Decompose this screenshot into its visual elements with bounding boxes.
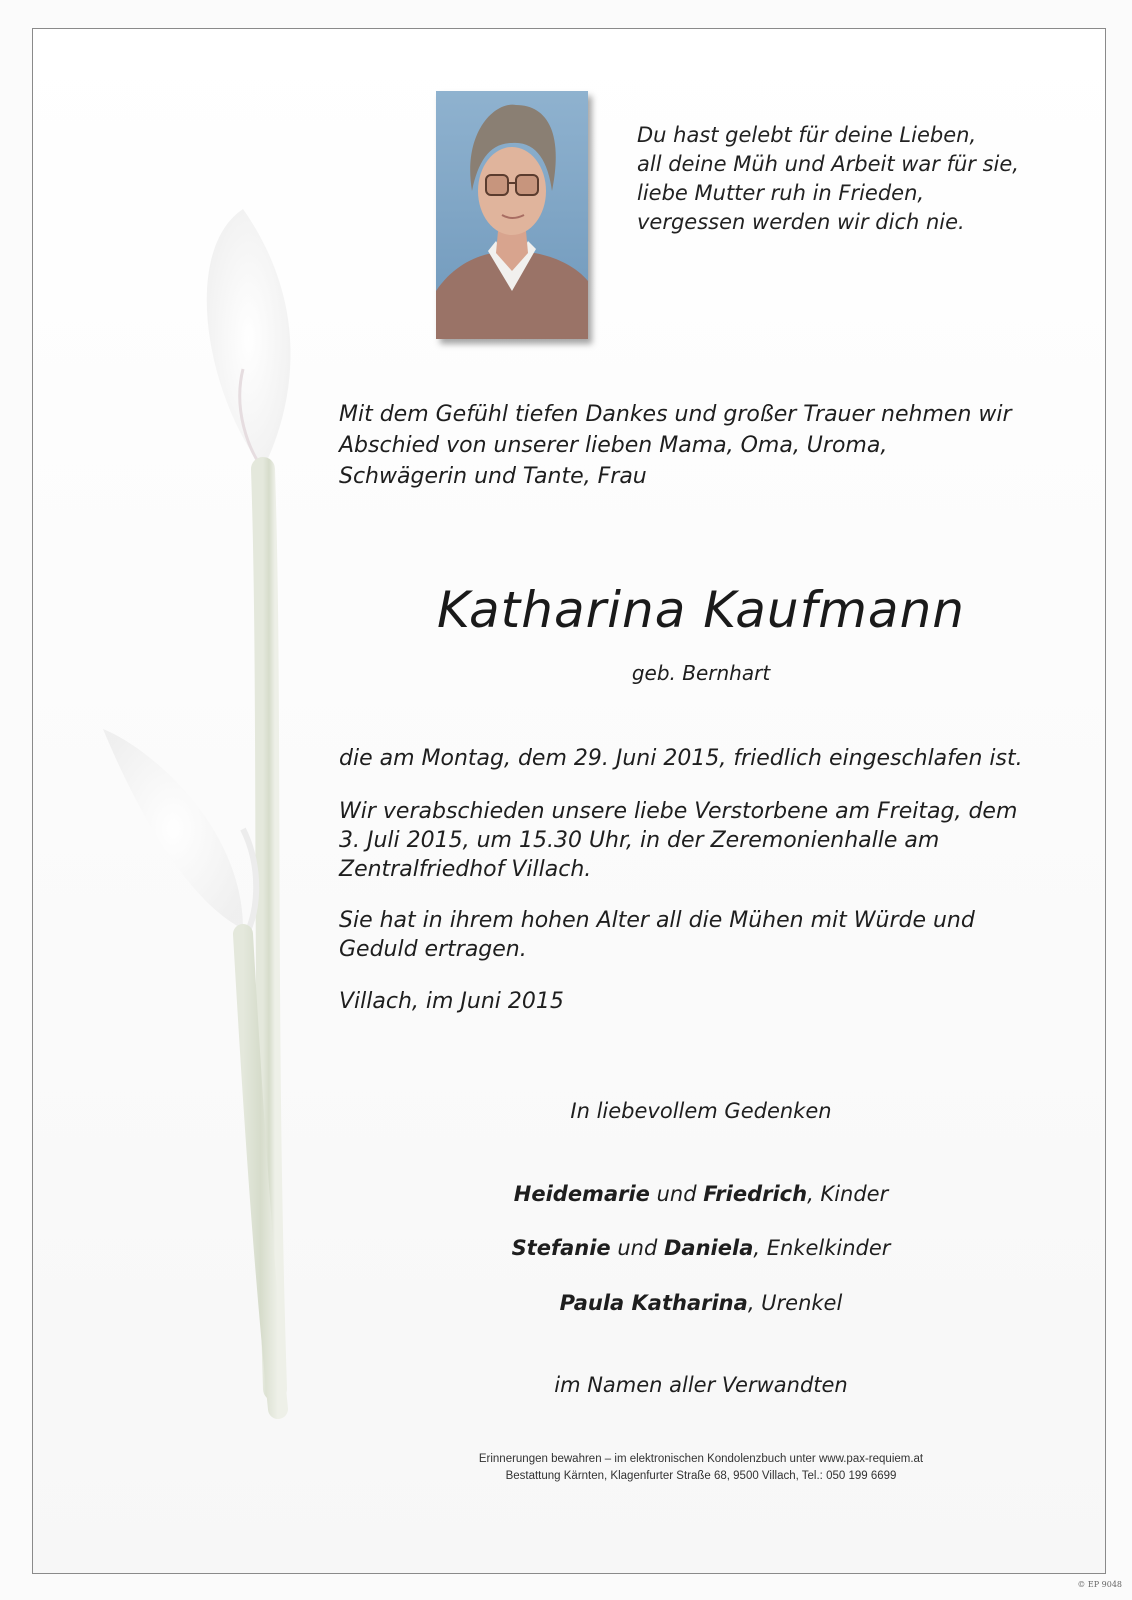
mourner-joiner: und	[656, 1182, 697, 1206]
memorial-poem	[637, 121, 1057, 237]
intro-line: Mit dem Gefühl tiefen Dankes und großer Trauer nehmen wir	[339, 402, 1012, 427]
place-date-line: Villach, im Juni 2015	[339, 989, 564, 1014]
remembrance-line: In liebevollem Gedenken	[570, 1099, 832, 1123]
deceased-name: Katharina Kaufmann	[437, 581, 965, 639]
farewell-line: Wir verabschieden unsere liebe Verstorbene am Freitag, dem	[339, 799, 1018, 824]
death-statement	[339, 744, 1059, 773]
tribute-line: Geduld ertragen.	[339, 937, 527, 962]
poem-line: vergessen werden wir dich nie.	[637, 210, 965, 234]
notice-frame	[32, 28, 1106, 1574]
footer-address: Bestattung Kärnten, Klagenfurter Straße 68, 9500 Villach, Tel.: 050 199 6699	[505, 1470, 897, 1482]
calla-lily-decoration	[93, 209, 353, 1469]
farewell-line: 3. Juli 2015, um 15.30 Uhr, in der Zeremonienhalle am	[339, 828, 940, 853]
mourner-row	[339, 1236, 1063, 1260]
poem-line: Du hast gelebt für deine Lieben,	[637, 123, 977, 147]
mourner-relation: , Kinder	[807, 1182, 889, 1206]
footer-kondolenz: Erinnerungen bewahren – im elektronischen Kondolenzbuch unter www.pax-requiem.at	[478, 1453, 924, 1465]
portrait-photo	[436, 91, 588, 339]
mourner-joiner: und	[617, 1236, 658, 1260]
tribute-line: Sie hat in ihrem hohen Alter all die Mühen mit Würde und	[339, 908, 975, 933]
intro-line: Schwägerin und Tante, Frau	[339, 464, 647, 489]
farewell-paragraph	[339, 797, 1059, 884]
farewell-line: Zentralfriedhof Villach.	[339, 857, 592, 882]
intro-line: Abschied von unserer lieben Mama, Oma, Uroma,	[339, 433, 888, 458]
poem-line: all deine Müh und Arbeit war für sie,	[637, 152, 1019, 176]
mourner-name: Heidemarie	[513, 1182, 650, 1206]
mourner-relation: , Enkelkinder	[753, 1236, 891, 1260]
mourner-row	[339, 1291, 1063, 1315]
poem-line: liebe Mutter ruh in Frieden,	[637, 181, 925, 205]
death-line: die am Montag, dem 29. Juni 2015, friedlich eingeschlafen ist.	[339, 746, 1023, 771]
intro-paragraph	[339, 399, 1059, 492]
mourner-name: Daniela	[664, 1236, 754, 1260]
tribute-paragraph	[339, 906, 1059, 964]
mourner-name: Stefanie	[511, 1236, 611, 1260]
mourner-name: Paula Katharina	[559, 1291, 748, 1315]
closing-line: im Namen aller Verwandten	[554, 1373, 848, 1397]
place-date	[339, 987, 1059, 1016]
maiden-name: geb. Bernhart	[631, 661, 771, 685]
form-code: © EP 9048	[1077, 1580, 1122, 1589]
mourner-row	[339, 1182, 1063, 1206]
mourner-name: Friedrich	[703, 1182, 808, 1206]
mourner-relation: , Urenkel	[747, 1291, 843, 1315]
